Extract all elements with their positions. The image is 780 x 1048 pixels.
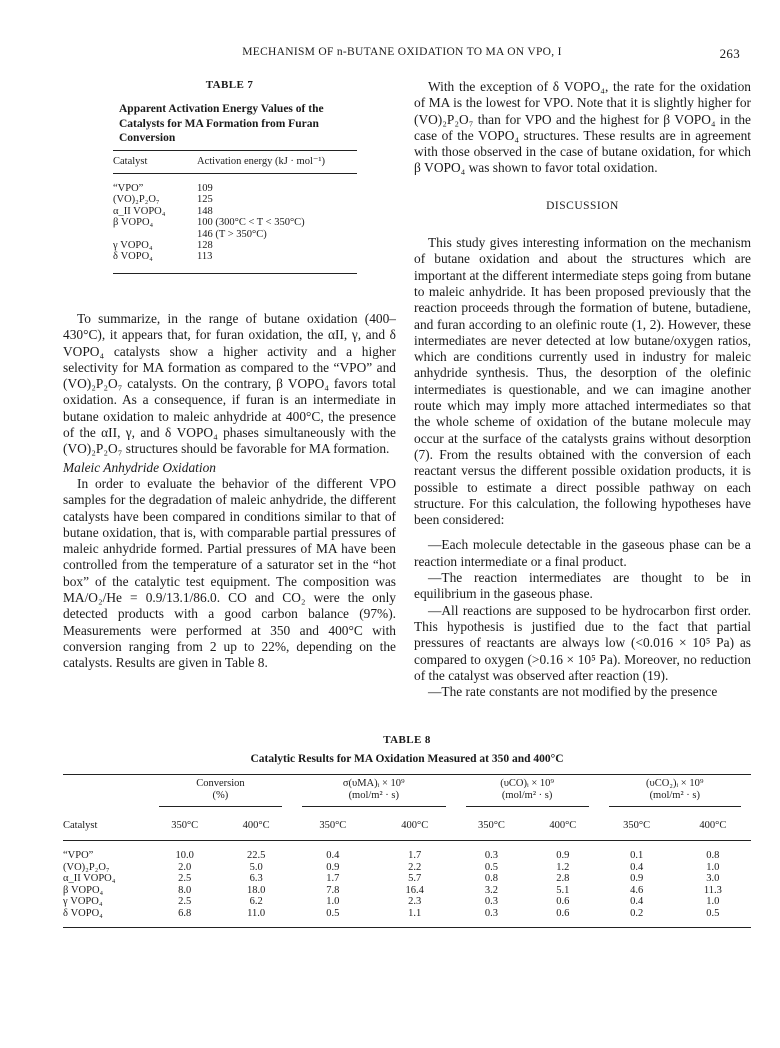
table8-row [63, 873, 751, 885]
table8-cell-catalyst: (VO)₂P₂O₇ [63, 861, 110, 873]
table7-caption-block [63, 77, 396, 146]
table8-cell-value: 0.5 [706, 907, 720, 919]
table8-block [63, 734, 751, 928]
table8-group-header: Conversion [196, 778, 245, 789]
table8-cell-value: 0.9 [556, 850, 570, 861]
table8-cell-value: 2.3 [408, 896, 422, 907]
table8-cell-value: 1.7 [408, 850, 422, 861]
table8-cell-value: 2.0 [178, 861, 192, 873]
table7-row [113, 217, 357, 228]
table8-group-units: (%) [212, 790, 229, 801]
table8-cell-value: 2.8 [556, 873, 570, 884]
table7-cell-energy: 125 [197, 194, 213, 206]
table8-group-header: (υCO)ᵢ × 10⁹ [500, 778, 555, 789]
table8-cell-value: 0.9 [630, 873, 644, 884]
table8-row [63, 885, 751, 897]
table8-group-rule [466, 806, 589, 807]
table8-cell-value: 0.1 [630, 850, 644, 861]
table8-cell-value: 2.5 [178, 896, 192, 907]
table8-cell-catalyst: “VPO” [63, 850, 94, 861]
table8-cell-value: 2.2 [408, 861, 422, 873]
table7-cell-catalyst: “VPO” [113, 183, 144, 194]
table7-row [113, 251, 357, 273]
table7-cell-catalyst: γ VOPO₄ [113, 240, 153, 252]
table8-cell-value: 5.7 [408, 873, 422, 884]
table7-label: TABLE 7 [205, 79, 254, 91]
table7-header-catalyst: Catalyst [113, 156, 148, 168]
section-heading-discussion: DISCUSSION [546, 199, 619, 212]
table8-cell-value: 11.0 [247, 907, 266, 919]
hypothesis-3: —All reactions are supposed to be hydrocarbon first order. This hypothesis is justified due to the fact that partial pressures of reactants are always low (<0.016 × 10⁵ Pa) as compared to oxygen (>0.16 × 10⁵ Pa). Moreover, no reduction of the catalyst was observed after reaction (19). [414, 602, 751, 683]
table8-row [63, 896, 751, 908]
table8-temp-header: 400°C [401, 819, 429, 831]
table7-cell-energy: 100 (300°C < T < 350°C) [197, 217, 305, 229]
table8-cell-value: 0.5 [484, 861, 498, 873]
table8-cell-value: 0.4 [630, 861, 644, 873]
table8-cell-value: 2.5 [178, 873, 192, 884]
table8-row [63, 862, 751, 874]
table8-cell-value: 0.9 [326, 861, 340, 873]
table8-temp-header: 350°C [623, 819, 651, 831]
table8-cell-value: 3.2 [484, 884, 498, 896]
table7-cell-energy: 148 [197, 205, 213, 217]
table8-temp-header: 350°C [477, 819, 505, 831]
table8-temp-header: 350°C [319, 819, 347, 831]
table8-label: TABLE 8 [383, 734, 431, 746]
table7-header-energy: Activation energy (kJ · mol⁻¹) [197, 156, 326, 168]
table8-cell-value: 0.4 [326, 850, 340, 861]
hypothesis-4: —The rate constants are not modified by the presence [428, 684, 718, 700]
table8-cell-value: 6.8 [178, 907, 192, 919]
table8-cell-value: 1.0 [706, 861, 720, 873]
page-number: 263 [719, 46, 740, 61]
table8-cell-catalyst: γ VOPO₄ [63, 896, 103, 907]
table7-title: Apparent Activation Energy Values of the Catalysts for MA Formation from Furan Conversion [119, 103, 324, 145]
table8-title: Catalytic Results for MA Oxidation Measured at 350 and 400°C [250, 753, 564, 765]
table8-cell-value: 1.1 [408, 907, 422, 919]
table8-cell-value: 0.2 [630, 907, 644, 919]
hypothesis-2: —The reaction intermediates are thought to be in equilibrium in the gaseous phase. [414, 570, 751, 602]
table7-cell-catalyst: (VO)₂P₂O₇ [113, 194, 160, 206]
hypothesis-1: —Each molecule detectable in the gaseous phase can be a reaction intermediate or a final product. [414, 537, 751, 569]
table8-cell-value: 0.4 [630, 896, 644, 907]
table8-cell-value: 7.8 [326, 884, 340, 896]
table8-cell-value: 11.3 [703, 884, 722, 896]
table7-cell-energy: 128 [197, 240, 213, 252]
table8-temp-header: 400°C [699, 819, 727, 831]
table8-row [63, 908, 751, 928]
table7-row [113, 174, 357, 195]
table8-cell-value: 0.5 [326, 907, 340, 919]
table8-cell-value: 6.2 [249, 896, 263, 907]
table8-group-units: (mol/m² · s) [348, 790, 399, 801]
table7-cell-catalyst: α_II VOPO₄ [113, 205, 166, 217]
table8-cell-value: 22.5 [246, 850, 266, 861]
running-header [64, 46, 740, 64]
table8-cell-catalyst: α_II VOPO₄ [63, 873, 116, 884]
table8-cell-value: 0.6 [556, 907, 570, 919]
table7-cell-catalyst [113, 229, 197, 240]
left-paragraph-ma-oxidation: In order to evaluate the behavior of the different VPO samples for the degradation of maleic anhydride, the different catalysts have been compared in conditions similar to that of butane oxidation, that is, with comparable partial pressures of maleic anhydride formed. Partial pressures of MA have been controlled from the temperature of a saturator set in the “hot box” of the catalytic test equipment. The composition was MA/O₂/He = 0.9/13.1/86.0. CO and CO₂ were the only detected products with a good carbon balance (97%). Measurements were performed at 350 and 400°C with conversion ranging from 2 up to 22%, depending on the catalysts. Results are given in Table 8. [63, 475, 396, 671]
subheading-maleic-anhydride: Maleic Anhydride Oxidation [63, 459, 216, 475]
left-column-text [63, 311, 396, 672]
table7-cell-catalyst: δ VOPO₄ [113, 251, 153, 263]
table8-group-rule [609, 806, 741, 807]
table7-cell-energy: 146 (T > 350°C) [197, 228, 267, 240]
table8-group-header: (υCO₂)ᵢ × 10⁹ [646, 778, 704, 789]
table8-cell-value: 5.1 [556, 884, 570, 896]
table8-group-header: σ(υMA)ᵢ × 10⁹ [342, 778, 405, 789]
table7-cell-catalyst: β VOPO₄ [113, 217, 154, 229]
table8-cell-value: 5.0 [249, 861, 263, 873]
table8-row [63, 841, 751, 862]
table8-cell-value: 3.0 [706, 873, 720, 884]
table8-cell-value: 0.8 [484, 873, 498, 884]
table8-group-rule [159, 806, 282, 807]
table8-cell-value: 18.0 [246, 884, 266, 896]
table8-cell-value: 4.6 [630, 884, 644, 896]
table8-cell-value: 0.3 [484, 850, 498, 861]
table8-cell-value: 1.2 [556, 861, 570, 873]
table7-cell-energy: 109 [197, 183, 213, 194]
left-paragraph-summary: To summarize, in the range of butane oxidation (400–430°C), it appears that, for furan oxidation, the αII, γ, and δ VOPO₄ catalysts show a higher activity and a higher selectivity for MA formation as compared to the “VPO” and (VO)₂P₂O₇ catalysts. On the contrary, β VOPO₄ favors total oxidation. As a consequence, if furan is an intermediate in butane oxidation to maleic anhydride at 400°C, the presence of the αII, γ, and δ VOPO₄ phases simultaneously with the (VO)₂P₂O₇ structures should be favorable for MA formation. [63, 311, 396, 457]
table8-cell-catalyst: δ VOPO₄ [63, 907, 103, 919]
table7-row [113, 194, 357, 205]
table8-group-units: (mol/m² · s) [649, 790, 700, 801]
table8-cell-value: 10.0 [175, 850, 194, 861]
table8-temp-header: 400°C [549, 819, 577, 831]
right-column-text [414, 79, 751, 700]
table8 [63, 774, 751, 928]
running-title: MECHANISM OF n-BUTANE OXIDATION TO MA ON VPO, I [242, 46, 562, 58]
table8-cell-value: 1.0 [706, 896, 720, 907]
table8-header-catalyst: Catalyst [63, 819, 98, 831]
table8-cell-value: 0.8 [706, 850, 720, 861]
table8-temp-header: 350°C [171, 819, 199, 831]
table8-cell-value: 0.6 [556, 896, 570, 907]
right-paragraph-discussion: This study gives interesting information on the mechanism of butane oxidation and about the structures which are important at the different intermediate steps going from butane to maleic anhydride. It has been proposed previously that the reaction proceeds through the formation of butene, butadiene, and furan according to an olefinic route (1, 2). However, these intermediates are never detected at low butane/oxygen ratios, which are conditions currently used in industry for maleic anhydride synthesis. Thus, the desorption of the olefinic intermediates is questionable, and we can imagine another route which may imply more attached intermediates so that the whole scheme of oxidation of the butane molecule may occur at the surface of the catalysts grains without desorption (7). From the results obtained with the conversion of each reactant versus the different possible oxidation products, it is possible to estimate a direct possible pathway on each structure. For this calculation, the following hypotheses have been considered: [414, 235, 751, 528]
table8-cell-value: 1.7 [326, 873, 340, 884]
table8-cell-value: 0.3 [484, 907, 498, 919]
table8-group-units: (mol/m² · s) [501, 790, 553, 801]
table8-cell-value: 8.0 [178, 884, 192, 896]
table8-cell-catalyst: β VOPO₄ [63, 884, 104, 896]
table8-cell-value: 1.0 [326, 896, 340, 907]
table8-group-rule [302, 806, 446, 807]
table7-row [113, 229, 357, 240]
table8-cell-value: 0.3 [484, 896, 498, 907]
table8-temp-header: 400°C [242, 819, 270, 831]
table7-cell-energy: 113 [197, 251, 213, 263]
table8-cell-value: 16.4 [405, 884, 424, 896]
right-paragraph-rate: With the exception of δ VOPO₄, the rate for the oxidation of MA is the lowest for VPO. Note that it is slightly higher for (VO)₂P₂O₇ than for VPO and the highest for β VOPO₄ in the case of the VOPO₄ structures. These results are in agreement with those observed in the case of butane oxidation, for which β VOPO₄ was shown to favor total oxidation. [414, 79, 751, 176]
table7 [113, 150, 357, 274]
table7-row [113, 206, 357, 217]
table7-row [113, 240, 357, 251]
table8-cell-value: 6.3 [249, 873, 263, 884]
